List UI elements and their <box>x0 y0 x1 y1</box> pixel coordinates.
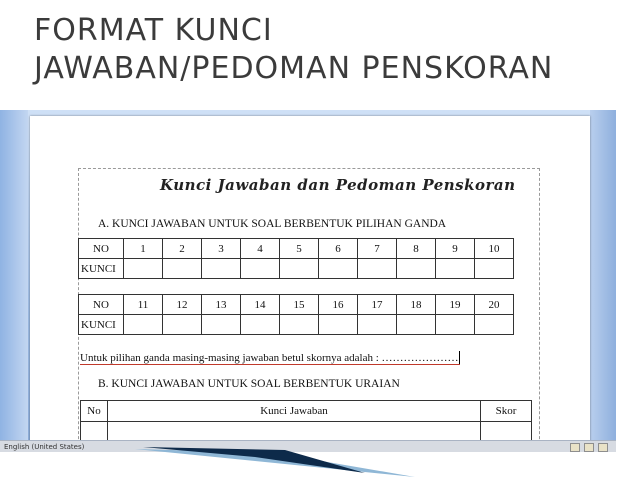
number-cell: 16 <box>319 295 358 315</box>
web-layout-view-icon[interactable] <box>598 443 608 452</box>
answer-cell[interactable] <box>475 259 514 279</box>
document-heading: Kunci Jawaban dan Pedoman Penskoran <box>160 176 516 194</box>
number-cell: 17 <box>358 295 397 315</box>
spellcheck-underline <box>80 364 460 365</box>
view-buttons <box>568 443 608 451</box>
number-cell: 10 <box>475 239 514 259</box>
answer-cell[interactable] <box>397 259 436 279</box>
score-header: Skor <box>481 401 532 422</box>
answer-cell[interactable] <box>163 259 202 279</box>
table-row <box>79 259 514 279</box>
decorative-swoosh <box>135 447 415 479</box>
answer-key-table-2 <box>78 294 514 335</box>
number-cell: 14 <box>241 295 280 315</box>
answer-cell[interactable] <box>319 259 358 279</box>
number-cell: 8 <box>397 239 436 259</box>
answer-cell[interactable] <box>124 315 163 335</box>
kunci-header: KUNCI <box>79 259 124 279</box>
answer-cell[interactable] <box>397 315 436 335</box>
document-page[interactable] <box>30 116 590 446</box>
answer-cell[interactable] <box>475 315 514 335</box>
no-header: NO <box>79 239 124 259</box>
language-indicator[interactable]: English (United States) <box>4 443 85 451</box>
number-cell: 4 <box>241 239 280 259</box>
number-cell: 19 <box>436 295 475 315</box>
slide-title <box>34 12 553 88</box>
number-cell: 11 <box>124 295 163 315</box>
number-cell: 2 <box>163 239 202 259</box>
answer-cell[interactable] <box>358 259 397 279</box>
number-cell: 20 <box>475 295 514 315</box>
number-cell: 13 <box>202 295 241 315</box>
workspace-right-edge <box>590 110 616 440</box>
answer-cell[interactable] <box>241 259 280 279</box>
number-cell: 7 <box>358 239 397 259</box>
number-cell: 15 <box>280 295 319 315</box>
kunci-header: KUNCI <box>79 315 124 335</box>
number-cell: 18 <box>397 295 436 315</box>
slide-title-line-1: FORMAT KUNCI <box>34 13 273 48</box>
answer-cell[interactable] <box>163 315 202 335</box>
answer-cell[interactable] <box>280 259 319 279</box>
section-b-heading: B. KUNCI JAWABAN UNTUK SOAL BERBENTUK URAIAN <box>98 378 400 390</box>
table-row <box>79 239 514 259</box>
table-row <box>79 315 514 335</box>
scoring-note: Untuk pilihan ganda masing-masing jawaban betul skornya adalah : ………………… <box>80 352 459 364</box>
print-layout-view-icon[interactable] <box>570 443 580 452</box>
answer-cell[interactable] <box>436 259 475 279</box>
number-cell: 1 <box>124 239 163 259</box>
answer-cell[interactable] <box>280 315 319 335</box>
table-row <box>79 295 514 315</box>
workspace-left-edge <box>0 110 28 440</box>
answer-cell[interactable] <box>124 259 163 279</box>
number-cell: 3 <box>202 239 241 259</box>
number-cell: 5 <box>280 239 319 259</box>
answer-cell[interactable] <box>358 315 397 335</box>
answer-key-header: Kunci Jawaban <box>108 401 481 422</box>
number-cell: 6 <box>319 239 358 259</box>
word-document-screenshot <box>0 110 616 452</box>
answer-key-table-1 <box>78 238 514 279</box>
answer-cell[interactable] <box>436 315 475 335</box>
table-row <box>81 401 532 422</box>
no-header: No <box>81 401 108 422</box>
number-cell: 9 <box>436 239 475 259</box>
answer-cell[interactable] <box>202 315 241 335</box>
answer-cell[interactable] <box>241 315 280 335</box>
section-a-heading: A. KUNCI JAWABAN UNTUK SOAL BERBENTUK PILIHAN GANDA <box>98 218 447 230</box>
number-cell: 12 <box>163 295 202 315</box>
no-header: NO <box>79 295 124 315</box>
essay-answer-table <box>80 400 532 443</box>
full-screen-view-icon[interactable] <box>584 443 594 452</box>
slide-title-line-2: JAWABAN/PEDOMAN PENSKORAN <box>34 51 554 86</box>
answer-cell[interactable] <box>202 259 241 279</box>
answer-cell[interactable] <box>319 315 358 335</box>
text-cursor <box>459 351 460 364</box>
